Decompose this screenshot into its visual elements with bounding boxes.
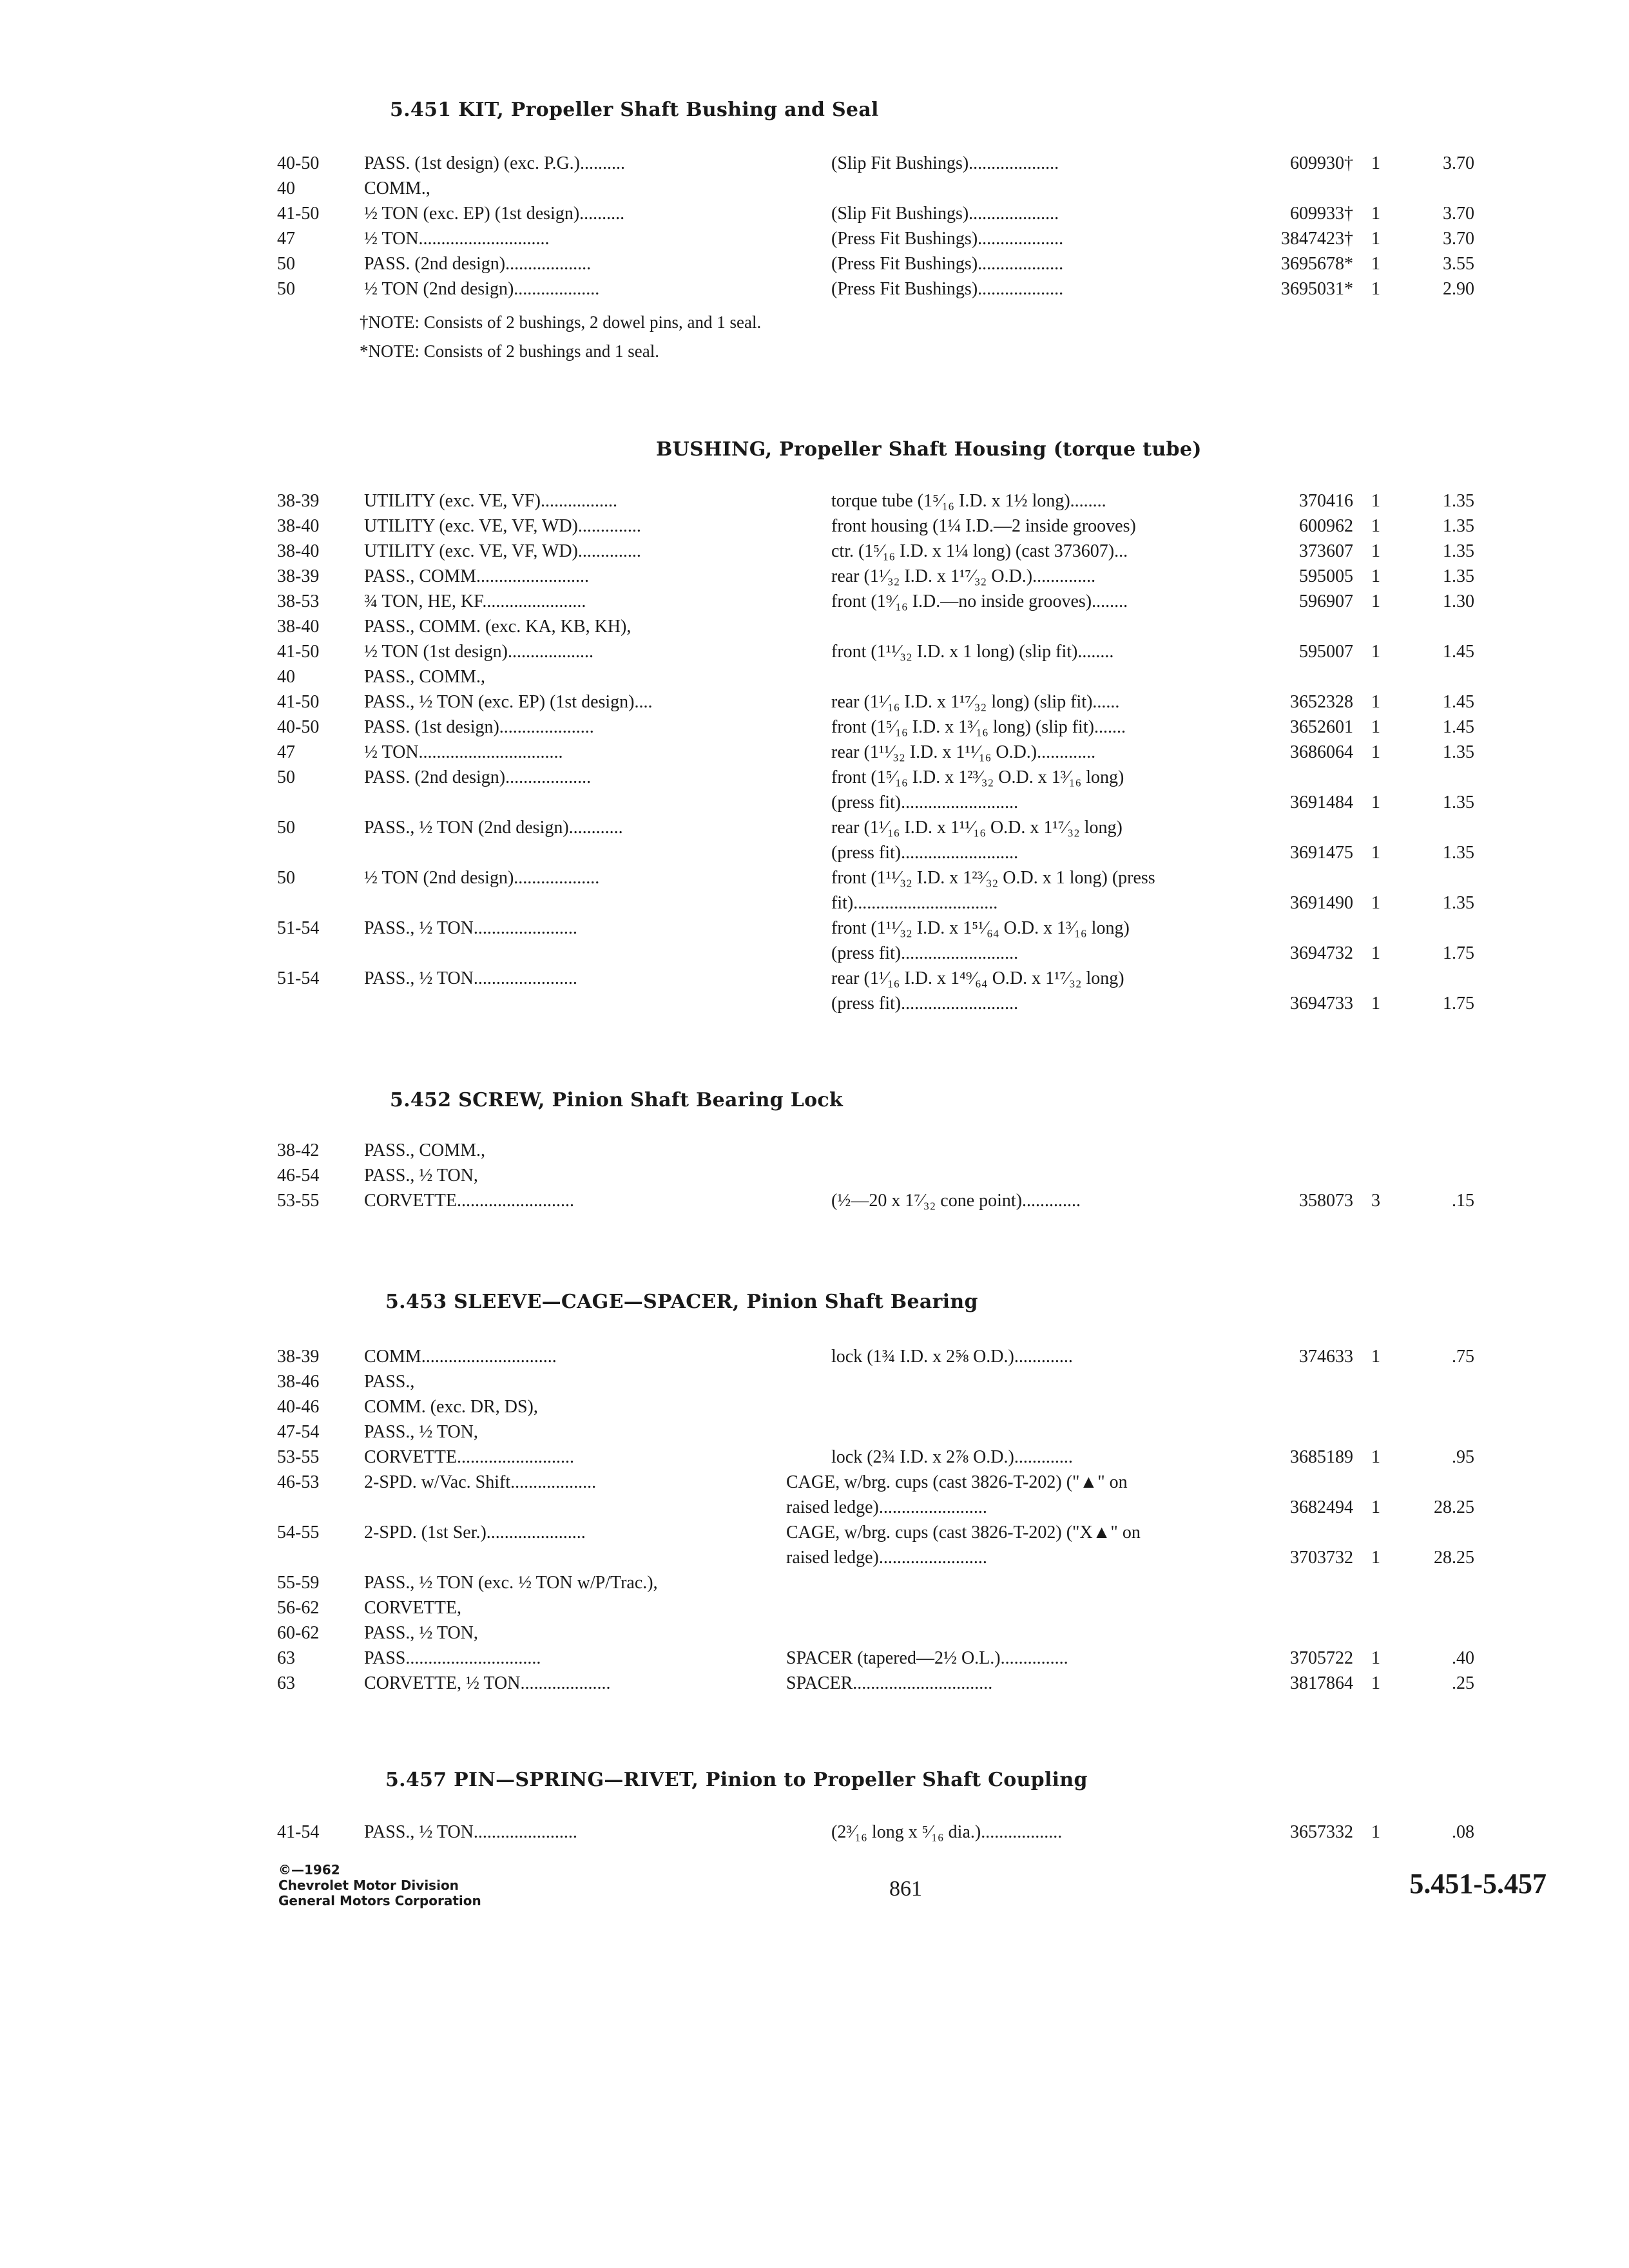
description-cell: rear (1¹¹⁄₃₂ I.D. x 1¹¹⁄₁₆ O.D.)............. [831,742,1096,762]
model-cell: ½ TON (exc. EP) (1st design).......... [364,204,625,224]
table-row [0,868,1629,894]
table-row [0,717,1629,743]
part-number-cell: 3695031* [1281,279,1353,299]
quantity-cell: 1 [1371,843,1380,863]
year-cell: 63 [277,1648,295,1668]
part-number-cell: 3652601 [1290,717,1353,737]
quantity-cell: 1 [1371,591,1380,611]
year-cell: 41-54 [277,1822,320,1842]
copyright: ©—1962 [278,1862,340,1878]
table-row [0,994,1629,1019]
description-cell: front (1¹¹⁄₃₂ I.D. x 1⁵¹⁄₆₄ O.D. x 1³⁄₁₆ long) [831,918,1130,938]
table-row [0,642,1629,668]
year-cell: 50 [277,767,295,787]
description-cell: lock (2¾ I.D. x 2⅞ O.D.)............. [831,1447,1073,1467]
description-cell: ctr. (1⁵⁄₁₆ I.D. x 1¼ long) (cast 373607)... [831,541,1128,561]
part-number-cell: 3657332 [1290,1822,1353,1842]
price-cell: 3.70 [1443,153,1474,173]
part-number-cell: 374633 [1299,1347,1353,1367]
year-cell: 38-53 [277,591,320,611]
description-cell: raised ledge)........................ [786,1548,987,1568]
year-cell: 63 [277,1673,295,1693]
model-cell: PASS., COMM., [364,1140,486,1160]
quantity-cell: 1 [1371,279,1380,299]
table-row [0,153,1629,179]
table-row [0,1347,1629,1372]
table-row [0,1523,1629,1548]
part-number-cell: 3691475 [1290,843,1353,863]
table-row [0,767,1629,793]
table-row [0,1191,1629,1216]
quantity-cell: 1 [1371,1822,1380,1842]
model-cell: PASS., COMM., [364,667,486,687]
table-row [0,843,1629,869]
table-row [0,279,1629,305]
year-cell: 41-50 [277,692,320,712]
description-cell: lock (1¾ I.D. x 2⅝ O.D.)............. [831,1347,1073,1367]
year-cell: 40-50 [277,153,320,173]
price-cell: 28.25 [1434,1548,1474,1568]
price-cell: 3.70 [1443,204,1474,224]
section-title: 5.453 SLEEVE—CAGE—SPACER, Pinion Shaft Bearing [385,1291,978,1313]
table-row [0,566,1629,592]
price-cell: 1.30 [1443,591,1474,611]
part-number-cell: 600962 [1299,516,1353,536]
quantity-cell: 1 [1371,541,1380,561]
publisher-line: Chevrolet Motor Division [278,1878,459,1893]
quantity-cell: 1 [1371,204,1380,224]
quantity-cell: 1 [1371,153,1380,173]
year-cell: 38-39 [277,566,320,586]
description-cell: (Press Fit Bushings)................... [831,229,1064,249]
table-row [0,1422,1629,1448]
part-number-cell: 3686064 [1290,742,1353,762]
model-cell: PASS., COMM......................... [364,566,590,586]
table-row [0,793,1629,818]
description-cell: CAGE, w/brg. cups (cast 3826-T-202) ("X▲" on [786,1523,1141,1542]
year-cell: 53-55 [277,1191,320,1211]
part-number-cell: 3703732 [1290,1548,1353,1568]
year-cell: 41-50 [277,642,320,662]
table-row [0,1397,1629,1423]
description-cell: rear (1¹⁄₃₂ I.D. x 1¹⁷⁄₃₂ O.D.).............. [831,566,1096,586]
price-cell: 1.35 [1443,742,1474,762]
price-cell: 2.90 [1443,279,1474,299]
year-cell: 41-50 [277,204,320,224]
year-cell: 40 [277,667,295,687]
table-row [0,968,1629,994]
table-row [0,617,1629,642]
model-cell: 2-SPD. (1st Ser.)...................... [364,1523,586,1542]
description-cell: raised ledge)........................ [786,1497,987,1517]
publisher-block [278,1862,481,1908]
description-cell: (Press Fit Bushings)................... [831,254,1064,274]
year-cell: 47 [277,229,295,249]
year-cell: 50 [277,279,295,299]
model-cell: PASS., ½ TON (exc. EP) (1st design).... [364,692,653,712]
year-cell: 50 [277,868,295,888]
price-cell: 1.35 [1443,843,1474,863]
part-number-cell: 3682494 [1290,1497,1353,1517]
publisher-line: General Motors Corporation [278,1893,481,1908]
description-cell: front (1⁵⁄₁₆ I.D. x 1³⁄₁₆ long) (slip fit)....... [831,717,1126,737]
table-row [0,1623,1629,1649]
table-row [0,1497,1629,1523]
model-cell: PASS., ½ TON (2nd design)............ [364,818,623,838]
model-cell: PASS., ½ TON (exc. ½ TON w/P/Trac.), [364,1573,658,1593]
table-row [0,1447,1629,1473]
description-cell: front housing (1¼ I.D.—2 inside grooves) [831,516,1136,536]
model-cell: PASS. (2nd design)................... [364,254,592,274]
quantity-cell: 1 [1371,1548,1380,1568]
description-cell: rear (1¹⁄₁₆ I.D. x 1¹⁷⁄₃₂ long) (slip fit)...... [831,692,1120,712]
model-cell: ½ TON............................. [364,229,550,249]
note: †NOTE: Consists of 2 bushings, 2 dowel pins, and 1 seal. [360,312,762,332]
part-number-cell: 595005 [1299,566,1353,586]
quantity-cell: 1 [1371,516,1380,536]
quantity-cell: 3 [1371,1191,1380,1211]
price-cell: 1.75 [1443,994,1474,1014]
year-cell: 46-53 [277,1472,320,1492]
year-cell: 38-40 [277,541,320,561]
price-cell: 1.75 [1443,943,1474,963]
price-cell: .25 [1452,1673,1474,1693]
part-number-cell: 373607 [1299,541,1353,561]
year-cell: 38-40 [277,516,320,536]
model-cell: ¾ TON, HE, KF....................... [364,591,586,611]
section-title: 5.457 PIN—SPRING—RIVET, Pinion to Propeller Shaft Coupling [385,1769,1088,1791]
year-cell: 38-46 [277,1372,320,1392]
model-cell: UTILITY (exc. VE, VF)................. [364,491,617,511]
description-cell: fit)................................ [831,893,998,913]
description-cell: (press fit).......................... [831,843,1019,863]
part-number-cell: 609933† [1290,204,1353,224]
year-cell: 54-55 [277,1523,320,1542]
price-cell: 1.45 [1443,642,1474,662]
year-cell: 40-46 [277,1397,320,1417]
quantity-cell: 1 [1371,254,1380,274]
part-number-cell: 3694732 [1290,943,1353,963]
model-cell: PASS. (1st design) (exc. P.G.).......... [364,153,625,173]
table-row [0,692,1629,718]
quantity-cell: 1 [1371,491,1380,511]
year-cell: 40 [277,178,295,198]
quantity-cell: 1 [1371,1648,1380,1668]
table-row [0,918,1629,944]
table-row [0,818,1629,843]
year-cell: 38-39 [277,1347,320,1367]
description-cell: rear (1¹⁄₁₆ I.D. x 1⁴⁹⁄₆₄ O.D. x 1¹⁷⁄₃₂ long) [831,968,1124,988]
description-cell: (press fit).......................... [831,943,1019,963]
description-cell: (press fit).......................... [831,793,1019,812]
description-cell: CAGE, w/brg. cups (cast 3826-T-202) ("▲" on [786,1472,1128,1492]
year-cell: 38-39 [277,491,320,511]
table-row [0,1140,1629,1166]
table-row [0,943,1629,969]
part-number-cell: 3691484 [1290,793,1353,812]
price-cell: 1.45 [1443,717,1474,737]
table-row [0,1648,1629,1674]
price-cell: 1.35 [1443,541,1474,561]
model-cell: ½ TON (1st design)................... [364,642,593,662]
year-cell: 51-54 [277,968,320,988]
quantity-cell: 1 [1371,1497,1380,1517]
part-number-cell: 3847423† [1281,229,1353,249]
quantity-cell: 1 [1371,566,1380,586]
year-cell: 55-59 [277,1573,320,1593]
part-number-cell: 3652328 [1290,692,1353,712]
table-row [0,229,1629,255]
part-number-cell: 609930† [1290,153,1353,173]
description-cell: front (1¹¹⁄₃₂ I.D. x 1 long) (slip fit)........ [831,642,1114,662]
price-cell: 1.45 [1443,692,1474,712]
model-cell: CORVETTE, [364,1598,461,1618]
table-row [0,204,1629,229]
year-cell: 40-50 [277,717,320,737]
part-number-cell: 3705722 [1290,1648,1353,1668]
description-cell: rear (1¹⁄₁₆ I.D. x 1¹¹⁄₁₆ O.D. x 1¹⁷⁄₃₂ long) [831,818,1123,838]
model-cell: 2-SPD. w/Vac. Shift................... [364,1472,597,1492]
part-number-cell: 3817864 [1290,1673,1353,1693]
quantity-cell: 1 [1371,229,1380,249]
model-cell: PASS., ½ TON....................... [364,1822,577,1842]
quantity-cell: 1 [1371,692,1380,712]
price-cell: 1.35 [1443,893,1474,913]
price-cell: 3.55 [1443,254,1474,274]
description-cell: front (1⁹⁄₁₆ I.D.—no inside grooves)........ [831,591,1128,611]
table-row [0,742,1629,768]
table-row [0,591,1629,617]
description-cell: torque tube (1⁵⁄₁₆ I.D. x 1½ long)........ [831,491,1106,511]
model-cell: ½ TON................................ [364,742,563,762]
year-cell: 38-42 [277,1140,320,1160]
year-cell: 51-54 [277,918,320,938]
description-cell: SPACER............................... [786,1673,993,1693]
model-cell: PASS.............................. [364,1648,541,1668]
price-cell: 1.35 [1443,566,1474,586]
year-cell: 56-62 [277,1598,320,1618]
quantity-cell: 1 [1371,1447,1380,1467]
table-row [0,516,1629,542]
section-title: 5.451 KIT, Propeller Shaft Bushing and Seal [390,99,879,121]
model-cell: UTILITY (exc. VE, VF, WD).............. [364,541,641,561]
year-cell: 53-55 [277,1447,320,1467]
quantity-cell: 1 [1371,642,1380,662]
table-row [0,1372,1629,1398]
table-row [0,1573,1629,1599]
description-cell: (2³⁄₁₆ long x ⁵⁄₁₆ dia.).................. [831,1822,1063,1842]
quantity-cell: 1 [1371,742,1380,762]
table-row [0,254,1629,280]
model-cell: PASS., ½ TON, [364,1166,478,1186]
description-cell: (½—20 x 1⁷⁄₃₂ cone point)............. [831,1191,1081,1211]
table-row [0,1598,1629,1624]
model-cell: ½ TON (2nd design)................... [364,868,600,888]
description-cell: (Slip Fit Bushings).................... [831,153,1059,173]
model-cell: COMM.............................. [364,1347,557,1367]
part-number-cell: 358073 [1299,1191,1353,1211]
table-row [0,1822,1629,1848]
model-cell: ½ TON (2nd design)................... [364,279,600,299]
price-cell: .95 [1452,1447,1474,1467]
part-number-cell: 3694733 [1290,994,1353,1014]
model-cell: PASS., ½ TON, [364,1422,478,1442]
model-cell: COMM. (exc. DR, DS), [364,1397,538,1417]
model-cell: PASS., ½ TON, [364,1623,478,1643]
description-cell: (press fit).......................... [831,994,1019,1014]
price-cell: .40 [1452,1648,1474,1668]
table-row [0,1472,1629,1498]
quantity-cell: 1 [1371,943,1380,963]
year-cell: 50 [277,254,295,274]
model-cell: PASS., ½ TON....................... [364,968,577,988]
year-cell: 50 [277,818,295,838]
year-cell: 60-62 [277,1623,320,1643]
model-cell: CORVETTE, ½ TON.................... [364,1673,611,1693]
part-number-cell: 3695678* [1281,254,1353,274]
quantity-cell: 1 [1371,1347,1380,1367]
description-cell: front (1⁵⁄₁₆ I.D. x 1²³⁄₃₂ O.D. x 1³⁄₁₆ long) [831,767,1124,787]
description-cell: SPACER (tapered—2½ O.L.)............... [786,1648,1068,1668]
price-cell: 28.25 [1434,1497,1474,1517]
model-cell: PASS., ½ TON....................... [364,918,577,938]
description-cell: (Press Fit Bushings)................... [831,279,1064,299]
price-cell: 1.35 [1443,516,1474,536]
model-cell: COMM., [364,178,430,198]
section-title: BUSHING, Propeller Shaft Housing (torque tube) [656,438,1202,461]
model-cell: PASS. (1st design)..................... [364,717,594,737]
part-number-cell: 3691490 [1290,893,1353,913]
description-cell: front (1¹¹⁄₃₂ I.D. x 1²³⁄₃₂ O.D. x 1 long) (press [831,868,1155,888]
price-cell: .08 [1452,1822,1474,1842]
price-cell: .15 [1452,1191,1474,1211]
quantity-cell: 1 [1371,717,1380,737]
description-cell: (Slip Fit Bushings).................... [831,204,1059,224]
price-cell: 3.70 [1443,229,1474,249]
part-number-cell: 595007 [1299,642,1353,662]
section-title: 5.452 SCREW, Pinion Shaft Bearing Lock [390,1089,843,1111]
quantity-cell: 1 [1371,1673,1380,1693]
quantity-cell: 1 [1371,994,1380,1014]
table-row [0,893,1629,919]
table-row [0,1548,1629,1573]
table-row [0,491,1629,517]
model-cell: PASS. (2nd design)................... [364,767,592,787]
note: *NOTE: Consists of 2 bushings and 1 seal. [360,341,659,361]
section-range: 5.451-5.457 [1409,1868,1547,1899]
price-cell: 1.35 [1443,491,1474,511]
table-row [0,178,1629,204]
model-cell: PASS., COMM. (exc. KA, KB, KH), [364,617,631,637]
model-cell: PASS., [364,1372,415,1392]
model-cell: CORVETTE.......................... [364,1191,574,1211]
price-cell: .75 [1452,1347,1474,1367]
table-row [0,667,1629,693]
year-cell: 47-54 [277,1422,320,1442]
page-number: 861 [889,1877,922,1901]
table-row [0,1673,1629,1699]
model-cell: CORVETTE.......................... [364,1447,574,1467]
part-number-cell: 596907 [1299,591,1353,611]
part-number-cell: 370416 [1299,491,1353,511]
year-cell: 47 [277,742,295,762]
price-cell: 1.35 [1443,793,1474,812]
quantity-cell: 1 [1371,793,1380,812]
quantity-cell: 1 [1371,893,1380,913]
model-cell: UTILITY (exc. VE, VF, WD).............. [364,516,641,536]
table-row [0,541,1629,567]
year-cell: 38-40 [277,617,320,637]
year-cell: 46-54 [277,1166,320,1186]
table-row [0,1166,1629,1191]
part-number-cell: 3685189 [1290,1447,1353,1467]
